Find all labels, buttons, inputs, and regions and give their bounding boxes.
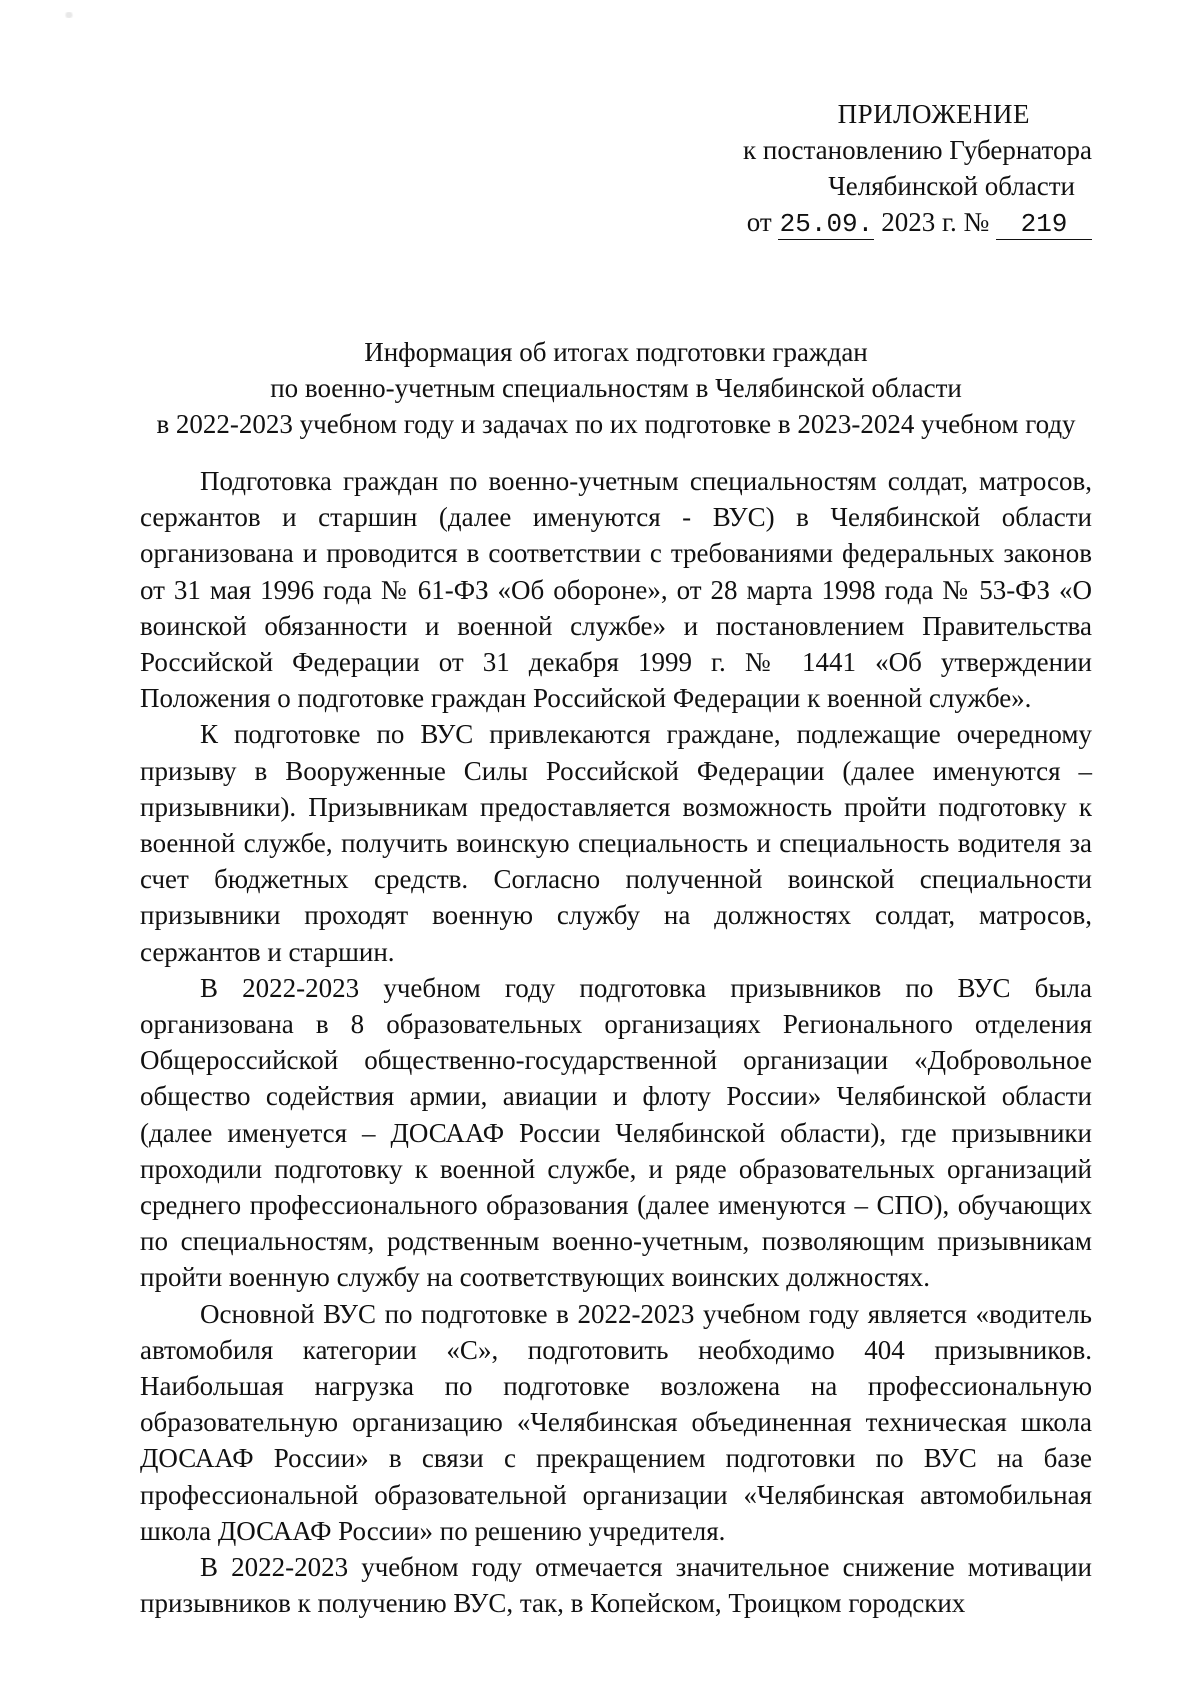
paragraph-conscripts: К подготовке по ВУС привлекаются граждане, подлежащие очередному призыву в Вооруженные Силы Российской Федерации (далее именуются – призывники). Призывникам предоставляется возможность пройти подготовку к военной службе, получить воинскую специальность и специальность водителя за счет бюджетных средств. Согласно полученной воинской специальности призывники проходят военную службу на должностях солдат, матросов, сержантов и старшин.	[140, 719, 1092, 967]
document-title	[140, 334, 1092, 442]
appendix-header	[672, 96, 1092, 240]
scan-speck	[62, 12, 76, 18]
year-number-label: 2023 г. №	[881, 207, 990, 237]
appendix-label: ПРИЛОЖЕНИЕ	[837, 99, 1030, 129]
paragraph-main-specialty: Основной ВУС по подготовке в 2022-2023 учебном году является «водитель автомобиля категории «С», подготовить необходимо 404 призывников. Наибольшая нагрузка по подготовке возложена на профессиональную образовательную организацию «Челябинская объединенная техническая школа ДОСААФ России» в связи с прекращением подготовки по ВУС на базе профессиональной образовательной организации «Челябинская автомобильная школа ДОСААФ России» по решению учредителя.	[140, 1298, 1092, 1546]
paragraph-motivation: В 2022-2023 учебном году отмечается значительное снижение мотивации призывников к получению ВУС, так, в Копейском, Троицком городских	[140, 1552, 1092, 1619]
title-line-1: Информация об итогах подготовки граждан	[364, 337, 868, 367]
title-line-2: по военно-учетным специальностям в Челябинской области	[270, 373, 962, 403]
resolution-line: к постановлению Губернатора	[743, 135, 1092, 165]
date-prefix: от	[746, 207, 772, 237]
date-value: 25.09.	[779, 209, 874, 239]
paragraph-organizations: В 2022-2023 учебном году подготовка призывников по ВУС была организована в 8 образовательных организациях Регионального отделения Общероссийской общественно-государственной организации «Добровольное общество содействия армии, авиации и флоту России» Челябинской области (далее именуется – ДОСААФ России Челябинской области), где призывники проходили подготовку к военной службе, и ряде образовательных организаций среднего профессионального образования (далее именуются – СПО), обучающих по специальностям, родственным военно-учетным, позволяющим призывникам пройти военную службу на соответствующих воинских должностях.	[140, 972, 1092, 1293]
region-line: Челябинской области	[828, 171, 1075, 201]
date-number-line	[672, 204, 1092, 240]
document-body	[140, 463, 1092, 1622]
title-line-3: в 2022-2023 учебном году и задачах по их подготовке в 2023-2024 учебном году	[156, 409, 1076, 439]
paragraph-legal-basis: Подготовка граждан по военно-учетным специальностям солдат, матросов, сержантов и старшин (далее именуются - ВУС) в Челябинской области организована и проводится в соответствии с требованиями федеральных законов от 31 мая 1996 года № 61-ФЗ «Об обороне», от 28 марта 1998 года № 53-ФЗ «О воинской обязанности и военной службе» и постановлением Правительства Российской Федерации от 31 декабря 1999 г. № 1441 «Об утверждении Положения о подготовке граждан Российской Федерации к военной службе».	[140, 466, 1092, 714]
document-number: 219	[996, 209, 1092, 240]
